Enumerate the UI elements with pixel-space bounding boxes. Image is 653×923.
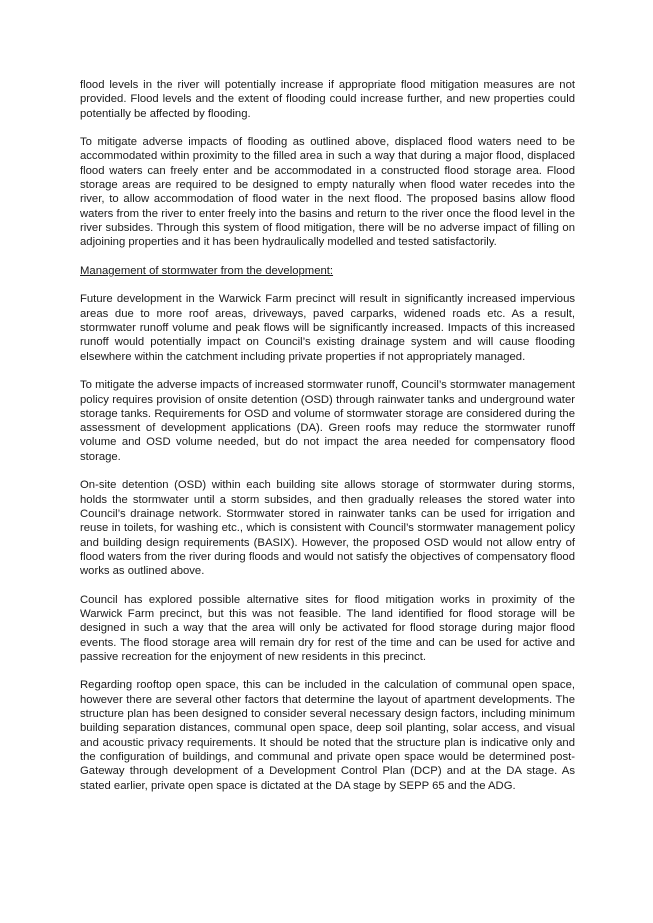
paragraph-onsite-detention: On-site detention (OSD) within each building site allows storage of stormwater during storms, holds the stormwater until a storm subsides, and then gradually releases the stored water into Council’s drainage network. Stormwater stored in rainwater tanks can be used for irrigation and reuse in toilets, for washing etc., which is consistent with Council’s stormwater management policy and building design requirements (BASIX). However, the proposed OSD would not allow entry of flood waters from the river during floods and would not satisfy the objectives of compensatory flood works as outlined above.: [80, 479, 575, 578]
paragraph-rooftop-open-space: Regarding rooftop open space, this can be included in the calculation of communal open space, however there are several other factors that determine the layout of apartment developments. The structure plan has been designed to consider several necessary design factors, including minimum building separation distances, communal open space, deep soil planting, solar access, and visual and acoustic privacy requirements. It should be noted that the structure plan is indicative only and the configuration of buildings, and communal and private open space would be determined post-Gateway through development of a Development Control Plan (DCP) and at the DA stage. As stated earlier, private open space is dictated at the DA stage by SEPP 65 and the ADG.: [80, 679, 575, 792]
paragraph-alternative-sites: Council has explored possible alternative sites for flood mitigation works in proximity of the Warwick Farm precinct, but this was not feasible. The land identified for flood storage will be designed in such a way that the area will only be activated for flood storage during major flood events. The flood storage area will remain dry for rest of the time and can be used for active and passive recreation for the enjoyment of new residents in this precinct.: [80, 593, 575, 663]
paragraph-future-development: Future development in the Warwick Farm precinct will result in significantly increased impervious areas due to more roof areas, driveways, paved carparks, widened roads etc. As a result, stormwater runoff volume and peak flows will be significantly increased. Impacts of this increased runoff would potentially impact on Council’s existing drainage system and will cause flooding elsewhere within the catchment including private properties if not appropriately managed.: [80, 293, 575, 363]
section-heading-stormwater: Management of stormwater from the development:: [80, 264, 334, 277]
paragraph-stormwater-policy: To mitigate the adverse impacts of increased stormwater runoff, Council’s stormwater management policy requires provision of onsite detention (OSD) through rainwater tanks and underground water storage tanks. Requirements for OSD and volume of stormwater storage are considered during the assessment of development applications (DA). Green roofs may reduce the stormwater runoff volume and OSD volume needed, but do not impact the area needed for compensatory flood storage.: [80, 379, 575, 463]
paragraph-flood-levels: flood levels in the river will potentially increase if appropriate flood mitigation measures are not provided. Flood levels and the extent of flooding could increase further, and new properties could potentially be affected by flooding.: [80, 79, 575, 120]
document-page: [80, 78, 575, 807]
paragraph-flood-mitigation: To mitigate adverse impacts of flooding as outlined above, displaced flood waters need to be accommodated within proximity to the filled area in such a way that during a major flood, displaced flood waters can freely enter and be accommodated in a constructed flood storage area. Flood storage areas are required to be designed to empty naturally when flood water recedes into the river, to allow accommodation of flood water in the next flood. The proposed basins allow flood waters from the river to enter freely into the basins and return to the river once the flood level in the river subsides. Through this system of flood mitigation, there will be no adverse impact of filling on adjoining properties and it has been hydraulically modelled and tested satisfactorily.: [80, 136, 575, 249]
